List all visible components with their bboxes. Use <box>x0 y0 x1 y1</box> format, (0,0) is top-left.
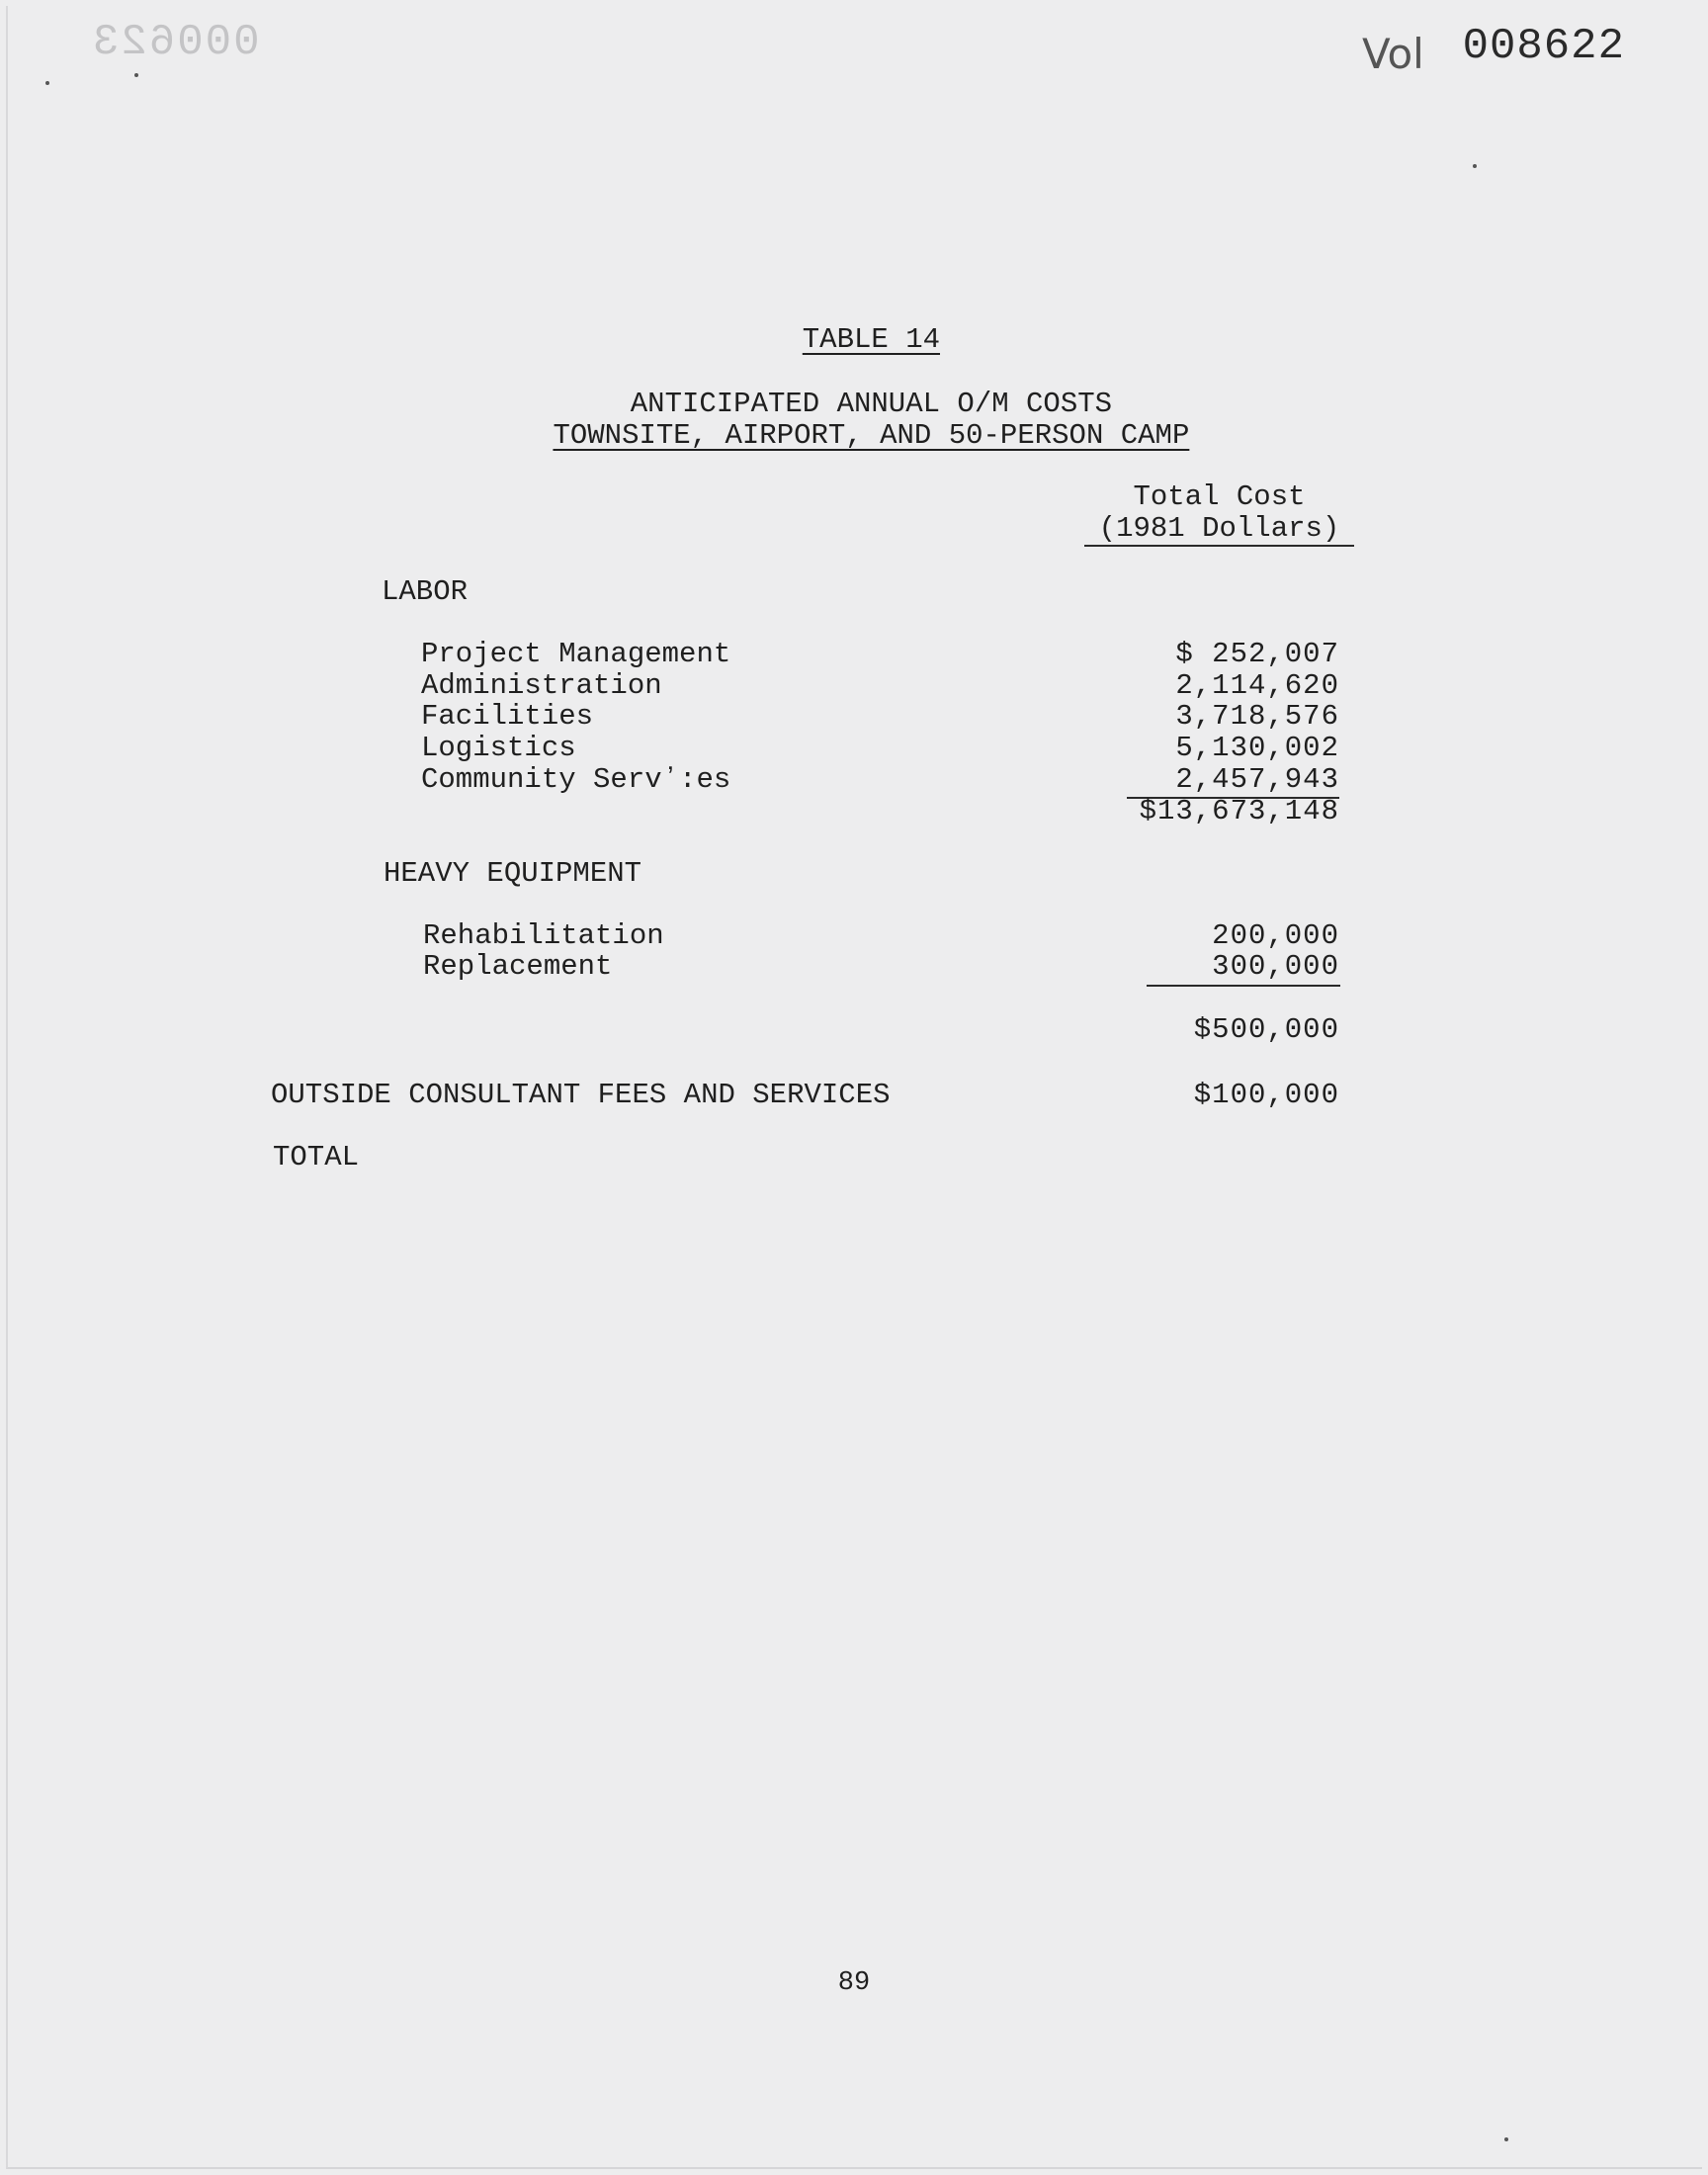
labor-item-value: 2,457,943 <box>1175 763 1339 796</box>
table-title-line-2 <box>0 389 1708 452</box>
speck <box>45 81 49 85</box>
heavy-equipment-subtotal: $500,000 <box>1193 1013 1339 1046</box>
table-title-line-2-text: TOWNSITE, AIRPORT, AND 50-PERSON CAMP <box>553 419 1190 452</box>
speck <box>1504 2137 1508 2141</box>
heavy-equipment-item-label: Replacement <box>423 950 613 983</box>
speck <box>134 73 138 77</box>
table-number <box>0 293 1708 356</box>
column-header-line-1: Total Cost <box>1133 480 1306 513</box>
consultant-label: OUTSIDE CONSULTANT FEES AND SERVICES <box>271 1079 891 1111</box>
labor-item-value: $ 252,007 <box>1175 638 1339 670</box>
document-number-stamp: 008622 <box>1462 22 1625 71</box>
labor-item-value: 5,130,002 <box>1175 732 1339 764</box>
labor-item-value: 2,114,620 <box>1175 669 1339 702</box>
labor-subtotal: $13,673,148 <box>1139 795 1339 827</box>
column-header-underline <box>1084 545 1354 547</box>
heavy-equipment-subtotal-rule <box>1147 985 1340 987</box>
bleed-through-number: 000623 <box>91 18 260 67</box>
page-number: 89 <box>837 1968 871 1998</box>
labor-item-value: 3,718,576 <box>1175 700 1339 733</box>
table-number-text: TABLE 14 <box>802 323 941 356</box>
labor-item-label: Administration <box>421 669 662 702</box>
speck <box>1473 164 1477 168</box>
labor-item-label: Community Servʼ:es <box>421 763 731 796</box>
consultant-value: $100,000 <box>1193 1079 1339 1111</box>
total-label: TOTAL <box>273 1141 360 1174</box>
handwritten-vol-mark: Vol <box>1362 30 1424 78</box>
heavy-equipment-item-value: 300,000 <box>1212 950 1339 983</box>
column-header-line-2: (1981 Dollars) <box>1098 512 1340 545</box>
labor-item-label: Logistics <box>421 732 576 764</box>
heavy-equipment-heading: HEAVY EQUIPMENT <box>384 857 642 890</box>
labor-item-label: Project Management <box>421 638 731 670</box>
labor-heading: LABOR <box>382 575 469 608</box>
heavy-equipment-item-label: Rehabilitation <box>423 919 664 952</box>
labor-item-label: Facilities <box>421 700 594 733</box>
table-title-line-1-text: ANTICIPATED ANNUAL O/M COSTS <box>630 388 1113 420</box>
heavy-equipment-item-value: 200,000 <box>1212 919 1339 952</box>
